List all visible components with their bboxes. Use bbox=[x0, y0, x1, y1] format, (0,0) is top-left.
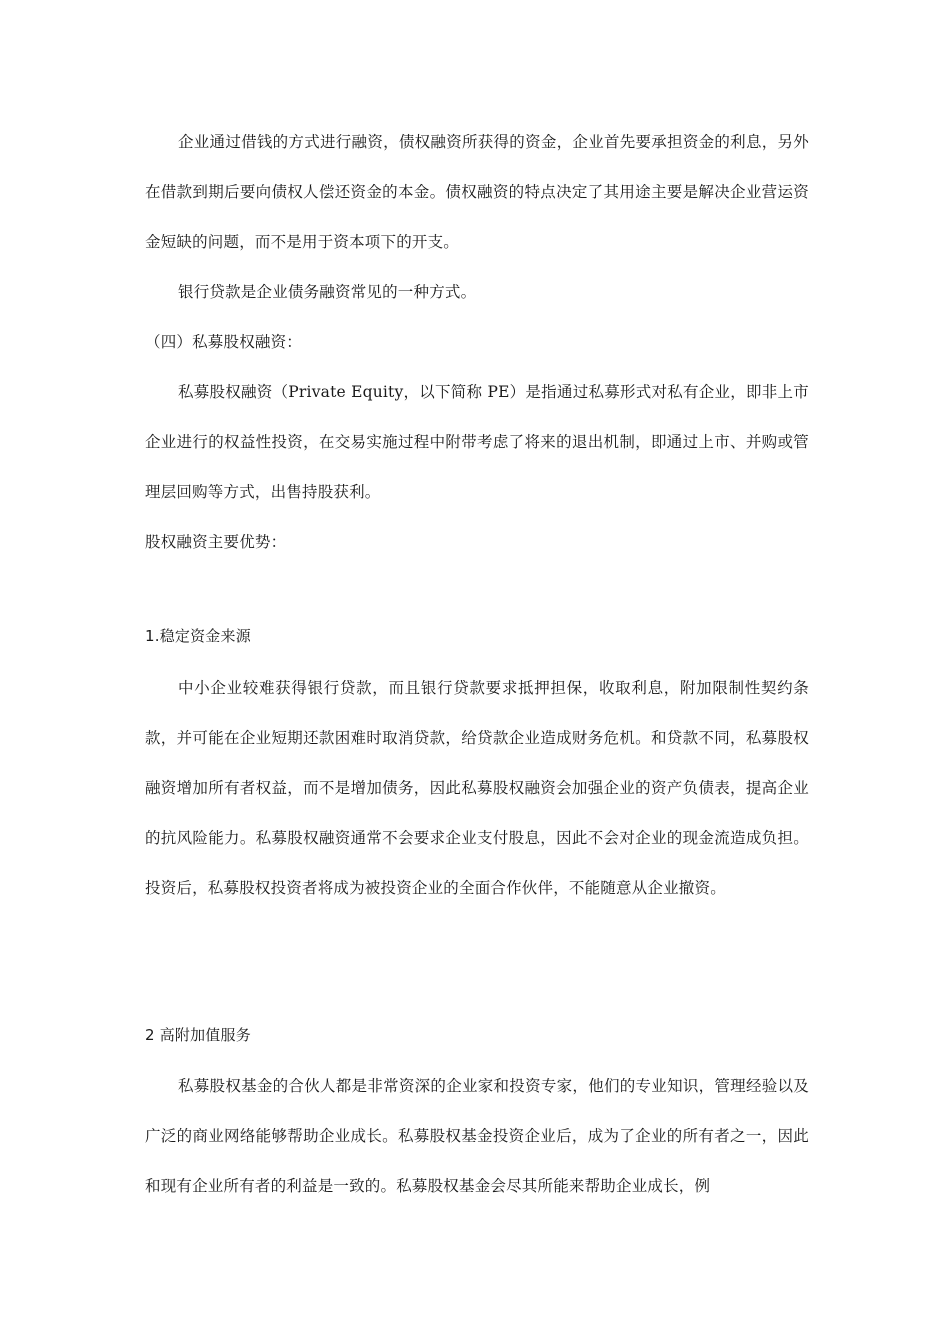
subheading-stable-funding: 1.稳定资金来源 bbox=[145, 627, 251, 645]
paragraph-pe-definition: 私募股权融资（Private Equity，以下简称 PE）是指通过私募形式对私有企业，即非上市企业进行的权益性投资，在交易实施过程中附带考虑了将来的退出机制，即通过上市、并购或管理层回购等方式，出售持股获利。 bbox=[145, 383, 809, 501]
paragraph-bank-loan: 银行贷款是企业债务融资常见的一种方式。 bbox=[178, 283, 477, 301]
paragraph-debt-financing: 企业通过借钱的方式进行融资，债权融资所获得的资金，企业首先要承担资金的利息，另外在借款到期后要向债权人偿还资金的本金。债权融资的特点决定了其用途主要是解决企业营运资金短缺的问题，而不是用于资本项下的开支。 bbox=[145, 133, 809, 251]
section-heading-private-equity: （四）私募股权融资： bbox=[145, 333, 303, 351]
paragraph-value-added-services: 私募股权基金的合伙人都是非常资深的企业家和投资专家，他们的专业知识，管理经验以及广泛的商业网络能够帮助企业成长。私募股权基金投资企业后，成为了企业的所有者之一，因此和现有企业所有者的利益是一致的。私募股权基金会尽其所能来帮助企业成长，例 bbox=[145, 1077, 809, 1195]
paragraph-equity-advantages: 股权融资主要优势： bbox=[145, 533, 287, 551]
paragraph-stable-funding: 中小企业较难获得银行贷款，而且银行贷款要求抵押担保，收取利息，附加限制性契约条款，并可能在企业短期还款困难时取消贷款，给贷款企业造成财务危机。和贷款不同，私募股权融资增加所有者权益，而不是增加债务，因此私募股权融资会加强企业的资产负债表，提高企业的抗风险能力。私募股权融资通常不会要求企业支付股息，因此不会对企业的现金流造成负担。投资后，私募股权投资者将成为被投资企业的全面合作伙伴，不能随意从企业撤资。 bbox=[145, 679, 809, 897]
subheading-value-added-services: 2 高附加值服务 bbox=[145, 1026, 251, 1044]
